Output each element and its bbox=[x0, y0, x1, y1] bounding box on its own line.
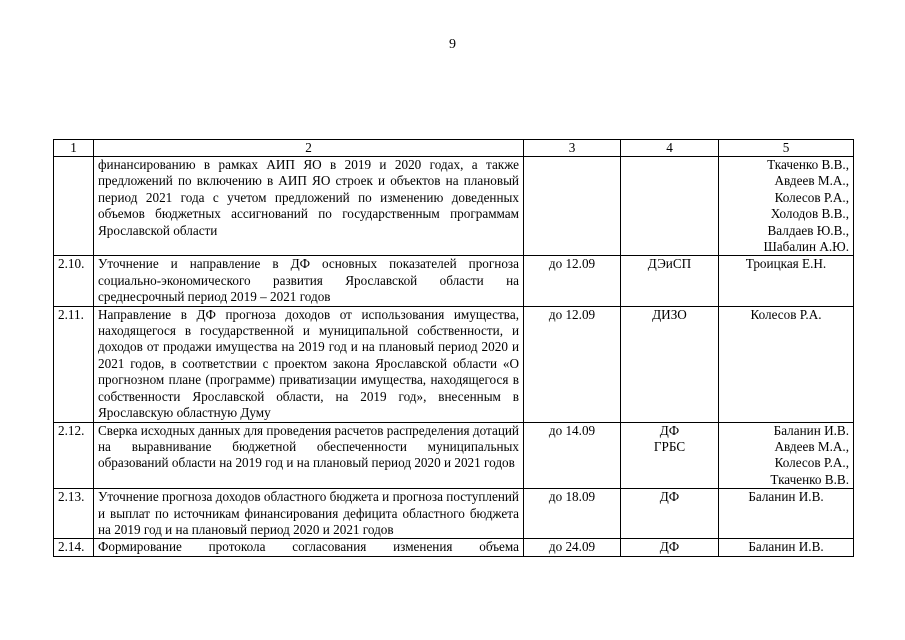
responsible-person: Шабалин А.Ю. bbox=[763, 239, 849, 255]
row-deadline: до 12.09 bbox=[524, 306, 621, 422]
responsible-person: Авдеев М.А., bbox=[774, 173, 849, 189]
row-number: 2.13. bbox=[54, 489, 94, 539]
header-cell: 1 bbox=[54, 140, 94, 157]
header-cell: 2 bbox=[94, 140, 524, 157]
row-responsible bbox=[719, 157, 854, 256]
row-description: финансированию в рамках АИП ЯО в 2019 и 2020 годах, а также предложений по включению в АИП ЯО строек и объектов на плановый период 2021 года с учетом предложений по изменению доведенных объемов бюджетных ассигнований по государственным программам Ярославской области bbox=[94, 157, 524, 256]
row-responsible bbox=[719, 489, 854, 539]
row-responsible bbox=[719, 306, 854, 422]
row-number bbox=[54, 157, 94, 256]
responsible-person: Баланин И.В. bbox=[748, 489, 824, 505]
row-description: Направление в ДФ прогноза доходов от использования имущества, находящегося в государственной и муниципальной собственности, и доходов от продажи имущества на 2019 год и на плановый период 2020 и 2021 годов, в соответствии с проектом закона Ярославской области «О прогнозном плане (программе) приватизации имущества, находящегося в собственности Ярославской области, на 2019 год», внесенным в Ярославскую областную Думу bbox=[94, 306, 524, 422]
responsible-person: Валдаев Ю.В., bbox=[767, 222, 849, 238]
row-executor bbox=[621, 489, 719, 539]
page-number: 9 bbox=[449, 37, 456, 52]
executor-name: ДФ bbox=[659, 422, 680, 438]
table-row bbox=[54, 157, 854, 256]
row-number: 2.14. bbox=[54, 539, 94, 556]
responsible-person: Троицкая Е.Н. bbox=[745, 256, 827, 272]
responsible-person: Ткаченко В.В., bbox=[767, 157, 849, 172]
responsible-person: Холодов В.В., bbox=[770, 206, 849, 222]
responsible-person: Колесов Р.А. bbox=[750, 306, 822, 322]
responsible-person: Ткаченко В.В. bbox=[770, 471, 849, 487]
row-description: Формирование протокола согласования изменения объема bbox=[94, 539, 524, 556]
executor-name: ДИЗО bbox=[652, 306, 687, 322]
executor-name: ГРБС bbox=[653, 438, 686, 454]
table-row bbox=[54, 256, 854, 306]
table-row bbox=[54, 539, 854, 556]
header-cell: 4 bbox=[621, 140, 719, 157]
header-cell: 3 bbox=[524, 140, 621, 157]
executor-name: ДФ bbox=[659, 539, 680, 555]
row-deadline: до 18.09 bbox=[524, 489, 621, 539]
responsible-person: Баланин И.В. bbox=[748, 539, 824, 555]
row-executor bbox=[621, 539, 719, 556]
row-executor bbox=[621, 306, 719, 422]
row-responsible bbox=[719, 539, 854, 556]
row-number: 2.10. bbox=[54, 256, 94, 306]
responsible-person: Авдеев М.А., bbox=[774, 438, 849, 454]
row-executor bbox=[621, 157, 719, 256]
row-responsible bbox=[719, 256, 854, 306]
responsible-person: Колесов Р.А., bbox=[774, 189, 849, 205]
row-description: Уточнение и направление в ДФ основных показателей прогноза социально-экономического развития Ярославской области на среднесрочный период 2019 – 2021 годов bbox=[94, 256, 524, 306]
responsible-person: Баланин И.В. bbox=[773, 422, 849, 438]
executor-name: ДФ bbox=[659, 489, 680, 505]
table-row bbox=[54, 489, 854, 539]
row-deadline bbox=[524, 157, 621, 256]
row-number: 2.12. bbox=[54, 422, 94, 489]
header-cell: 5 bbox=[719, 140, 854, 157]
table-row bbox=[54, 306, 854, 422]
plan-table bbox=[53, 139, 854, 557]
table-row bbox=[54, 422, 854, 489]
row-number: 2.11. bbox=[54, 306, 94, 422]
row-responsible bbox=[719, 422, 854, 489]
row-executor bbox=[621, 256, 719, 306]
table-header-row bbox=[54, 140, 854, 157]
row-deadline: до 12.09 bbox=[524, 256, 621, 306]
row-description: Сверка исходных данных для проведения расчетов распределения дотаций на выравнивание бюджетной обеспеченности муниципальных образований области на 2019 год и на плановый период 2020 и 2021 годов bbox=[94, 422, 524, 489]
row-executor bbox=[621, 422, 719, 489]
row-description: Уточнение прогноза доходов областного бюджета и прогноза поступлений и выплат по источникам финансирования дефицита областного бюджета на 2019 год и на плановый период 2020 и 2021 годов bbox=[94, 489, 524, 539]
responsible-person: Колесов Р.А., bbox=[774, 455, 849, 471]
executor-name: ДЭиСП bbox=[647, 256, 692, 272]
row-deadline: до 24.09 bbox=[524, 539, 621, 556]
row-deadline: до 14.09 bbox=[524, 422, 621, 489]
